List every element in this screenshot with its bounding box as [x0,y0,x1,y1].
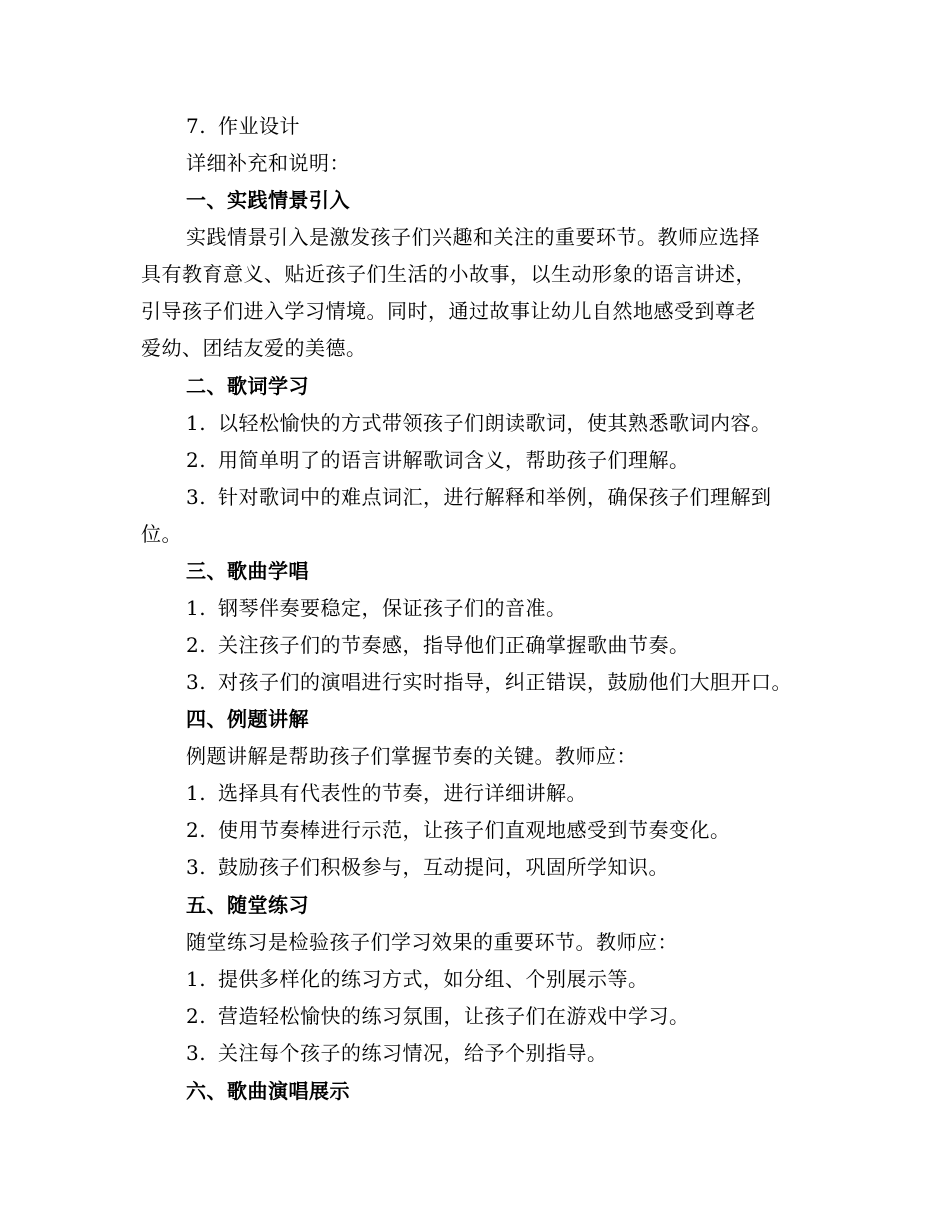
item-text: 对孩子们的演唱进行实时指导，纠正错误，鼓励他们大胆开口。 [218,670,792,694]
item-text: 关注每个孩子的练习情况，给予个别指导。 [218,1041,608,1065]
list-item [186,779,587,807]
item-number: 3. [186,1041,207,1065]
item-text: 使用节奏棒进行示范，让孩子们直观地感受到节奏变化。 [218,818,731,842]
list-item [186,1039,608,1067]
section-lead: 随堂练习是检验孩子们学习效果的重要环节。教师应： [186,930,678,954]
item-text: 钢琴伴奏要稳定，保证孩子们的音准。 [218,596,567,620]
paragraph-line: 引导孩子们进入学习情境。同时，通过故事让幼儿自然地感受到尊老 [141,299,756,323]
list-item [186,668,792,696]
item-number: 1. [186,411,207,435]
list-item [186,446,690,474]
item-text: 针对歌词中的难点词汇，进行解释和举例，确保孩子们理解到 [218,485,772,509]
item-text: 用简单明了的语言讲解歌词含义，帮助孩子们理解。 [218,448,690,472]
list-item [186,483,772,511]
item-number: 2. [186,448,207,472]
list-item [186,631,690,659]
item-number: 2. [186,633,207,657]
list-item [186,965,649,993]
item-number: 3. [186,855,207,879]
paragraph-line: 具有教育意义、贴近孩子们生活的小故事，以生动形象的语言讲述， [141,262,756,286]
item-number: 1. [186,781,207,805]
section-heading: 四、例题讲解 [186,707,309,731]
supplement-label: 详细补充和说明： [186,151,350,175]
section-heading: 六、歌曲演唱展示 [186,1079,350,1103]
paragraph-line: 爱幼、团结友爱的美德。 [141,336,367,360]
list-item [186,816,731,844]
list-item [186,409,772,437]
section-heading: 五、随堂练习 [186,893,309,917]
item-continuation: 位。 [141,522,182,546]
item-text: 选择具有代表性的节奏，进行详细讲解。 [218,781,587,805]
item-number: 2. [186,818,207,842]
item-number: 3. [186,485,207,509]
section-heading: 二、歌词学习 [186,374,309,398]
section-heading: 三、歌曲学唱 [186,559,309,583]
item-number: 7. [186,114,207,138]
item-number: 1. [186,596,207,620]
item-number: 3. [186,670,207,694]
paragraph-line: 实践情景引入是激发孩子们兴趣和关注的重要环节。教师应选择 [186,225,760,249]
item-text: 关注孩子们的节奏感，指导他们正确掌握歌曲节奏。 [218,633,690,657]
list-item [186,1002,690,1030]
item-text: 作业设计 [218,114,300,138]
item-text: 营造轻松愉快的练习氛围，让孩子们在游戏中学习。 [218,1004,690,1028]
section-heading: 一、实践情景引入 [186,188,350,212]
item-number: 2. [186,1004,207,1028]
list-item [186,853,669,881]
list-item [186,594,567,622]
item-text: 提供多样化的练习方式，如分组、个别展示等。 [218,967,649,991]
item-text: 以轻松愉快的方式带领孩子们朗读歌词，使其熟悉歌词内容。 [218,411,772,435]
list-item [186,112,300,140]
item-text: 鼓励孩子们积极参与，互动提问，巩固所学知识。 [218,855,669,879]
section-lead: 例题讲解是帮助孩子们掌握节奏的关键。教师应： [186,744,637,768]
item-number: 1. [186,967,207,991]
